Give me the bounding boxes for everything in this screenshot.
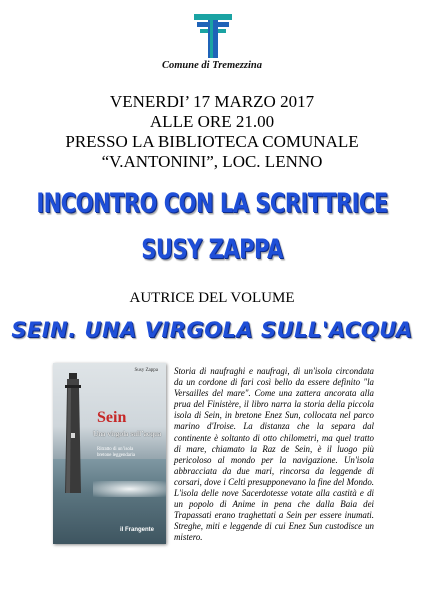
book-title: SEIN. UNA VIRGOLA SULL'ACQUA	[11, 318, 413, 342]
event-venue: PRESSO LA BIBLIOTECA COMUNALE	[65, 132, 359, 151]
event-location: “V.ANTONINI”, LOC. LENNO	[101, 152, 323, 171]
cover-tagline-line2: bretone leggendaria	[97, 453, 135, 458]
cover-author: Susy Zappa	[134, 368, 158, 373]
cover-tagline-line1: Ritratto di un’isola	[97, 447, 134, 452]
municipality-name: Comune di Tremezzina	[162, 60, 262, 71]
event-details	[0, 92, 424, 172]
event-date: VENERDI’ 17 MARZO 2017	[109, 92, 315, 111]
headline-author: SUSY ZAPPA	[141, 234, 283, 264]
cover-title: Sein	[97, 409, 127, 426]
cover-publisher: il Frangente	[120, 527, 155, 533]
tremezzina-t-logo-icon	[194, 14, 232, 58]
cover-subtitle: Una virgola sull’acqua	[93, 429, 162, 438]
book-cover	[53, 363, 166, 544]
event-time: ALLE ORE 21.00	[149, 112, 275, 131]
headline-meeting: INCONTRO CON LA SCRITTRICE	[36, 188, 388, 218]
lighthouse-icon	[62, 373, 84, 493]
cover-tagline	[97, 447, 135, 459]
book-description: Storia di naufraghi e naufragi, di un'isola circondata da un cordone di fari così bello da essere definito "la Versailles del mare". Come una zattera ancorata alla prua del Finistère, il libro narra la storia della piccola isola di Sein, in bretone Enez Sun, collocata nel parco marino d'Iroise. La distanza che la separa dal continente è soltanto di otto chilometri, ma quel tratto di mare, chiamato la Raz de Sein, è il luogo più pericoloso al mondo per la navigazione. Un'isola abbracciata da due mari, rincorsa da leggende di corsari, dove i Celti presupponevano la fine del Mondo. L'isola delle nove Sacerdotesse votate alla castità e di un popolo di Anime in pena che dalla Baia dei Trapassati erano traghettati a Sein per essere inumati. Streghe, miti e leggende di cui Enez Sun custodisce un mistero.	[174, 366, 374, 543]
subheading: AUTRICE DEL VOLUME	[129, 290, 295, 306]
cover-wave	[93, 481, 166, 497]
